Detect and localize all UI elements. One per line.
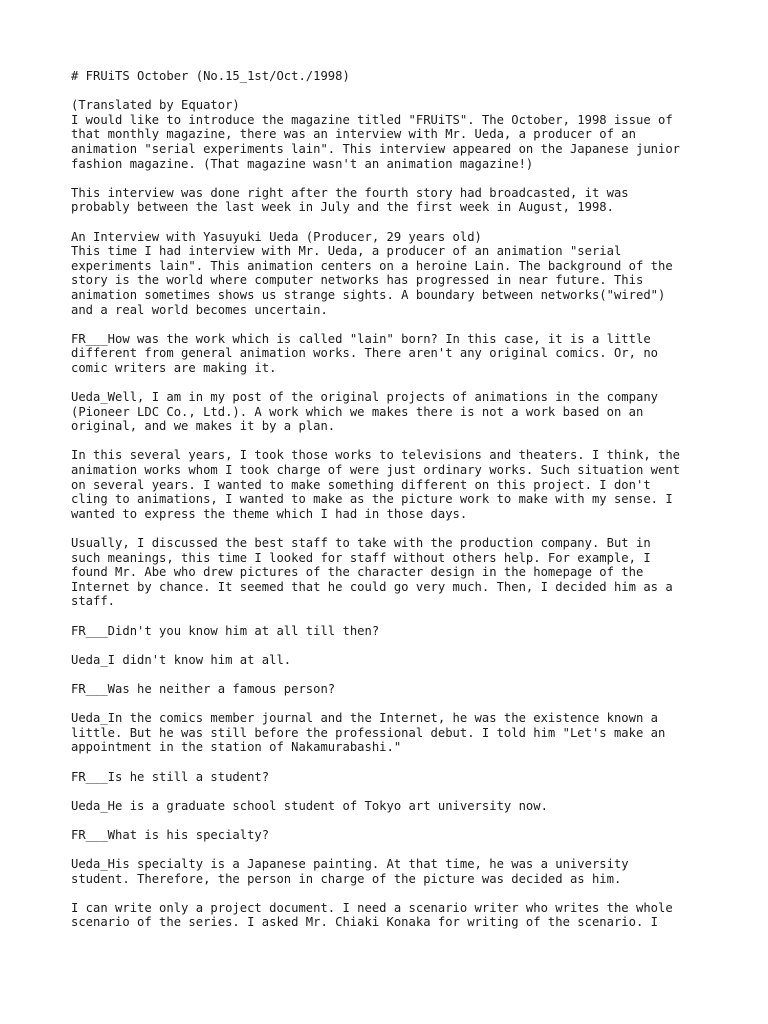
paragraph bbox=[71, 901, 711, 930]
text-line: wanted to express the theme which I had in those days. bbox=[71, 506, 468, 521]
text-line: animation "serial experiments lain". This interview appeared on the Japanese junior bbox=[71, 141, 681, 156]
paragraph bbox=[71, 332, 711, 376]
text-line: original, and we makes it by a plan. bbox=[71, 419, 336, 434]
text-line: experiments lain". This animation centers on a heroine Lain. The background of the bbox=[71, 258, 673, 273]
text-line: (Pioneer LDC Co., Ltd.). A work which we makes there is not a work based on an bbox=[71, 404, 644, 419]
paragraph bbox=[71, 230, 711, 318]
paragraph bbox=[71, 799, 711, 814]
paragraph bbox=[71, 682, 711, 697]
text-line: and a real world becomes uncertain. bbox=[71, 302, 328, 317]
text-line: # FRUiTS October (No.15_1st/Oct./1998) bbox=[71, 69, 350, 83]
text-line: staff. bbox=[71, 594, 116, 609]
text-line: cling to animations, I wanted to make as the picture work to make with my sense. I bbox=[71, 492, 673, 507]
text-line: found Mr. Abe who drew pictures of the character design in the homepage of the bbox=[71, 565, 644, 580]
text-line: story is the world where computer networks has progressed in near future. This bbox=[71, 273, 644, 288]
text-line: This interview was done right after the fourth story had broadcasted, it was bbox=[71, 185, 629, 200]
text-line: little. But he was still before the professional debut. I told him "Let's make an bbox=[71, 725, 666, 740]
text-line: (Translated by Equator) bbox=[71, 98, 240, 113]
text-line: comic writers are making it. bbox=[71, 360, 277, 375]
text-line: FR___Is he still a student? bbox=[71, 769, 270, 784]
text-line: scenario of the series. I asked Mr. Chiaki Konaka for writing of the scenario. I bbox=[71, 915, 658, 930]
text-line: animation works whom I took charge of were just ordinary works. Such situation went bbox=[71, 463, 681, 478]
text-line: FR___Was he neither a famous person? bbox=[71, 681, 336, 696]
paragraph bbox=[71, 448, 711, 521]
document-title bbox=[71, 69, 711, 84]
paragraph bbox=[71, 98, 711, 171]
text-line: student. Therefore, the person in charge of the picture was decided as him. bbox=[71, 871, 622, 886]
text-line: FR___Didn't you know him at all till then? bbox=[71, 623, 380, 638]
text-line: Ueda_His specialty is a Japanese painting. At that time, he was a university bbox=[71, 857, 629, 872]
text-line: FR___What is his specialty? bbox=[71, 827, 270, 842]
text-line: Usually, I discussed the best staff to take with the production company. But in bbox=[71, 536, 651, 550]
text-line: Ueda_He is a graduate school student of Tokyo art university now. bbox=[71, 798, 548, 813]
paragraph bbox=[71, 770, 711, 785]
text-line: appointment in the station of Nakamurabashi." bbox=[71, 740, 402, 755]
paragraph bbox=[71, 390, 711, 434]
text-line: This time I had interview with Mr. Ueda, a producer of an animation "serial bbox=[71, 244, 622, 259]
text-line: Ueda_Well, I am in my post of the original projects of animations in the company bbox=[71, 390, 658, 405]
paragraph bbox=[71, 624, 711, 639]
paragraph bbox=[71, 536, 711, 609]
text-line: that monthly magazine, there was an interview with Mr. Ueda, a producer of an bbox=[71, 127, 636, 142]
text-line: animation sometimes shows us strange sights. A boundary between networks("wired") bbox=[71, 287, 666, 302]
text-line: In this several years, I took those works to televisions and theaters. I think, the bbox=[71, 448, 681, 463]
text-line: on several years. I wanted to make something different on this project. I don't bbox=[71, 477, 651, 492]
text-line: I can write only a project document. I need a scenario writer who writes the whole bbox=[71, 900, 673, 915]
text-line: An Interview with Yasuyuki Ueda (Producer, 29 years old) bbox=[71, 229, 482, 244]
text-line: FR___How was the work which is called "lain" born? In this case, it is a little bbox=[71, 331, 651, 346]
text-line: probably between the last week in July and the first week in August, 1998. bbox=[71, 200, 614, 215]
text-line: Internet by chance. It seemed that he could go very much. Then, I decided him as a bbox=[71, 579, 673, 594]
paragraph bbox=[71, 857, 711, 886]
paragraph bbox=[71, 711, 711, 755]
text-line: Ueda_In the comics member journal and the Internet, he was the existence known a bbox=[71, 711, 658, 726]
text-line: fashion magazine. (That magazine wasn't an animation magazine!) bbox=[71, 156, 534, 171]
text-line: Ueda_I didn't know him at all. bbox=[71, 652, 292, 667]
paragraph bbox=[71, 828, 711, 843]
paragraph bbox=[71, 186, 711, 215]
document-body bbox=[71, 69, 711, 945]
text-line: different from general animation works. There aren't any original comics. Or, no bbox=[71, 346, 658, 361]
text-line: such meanings, this time I looked for staff without others help. For example, I bbox=[71, 550, 651, 565]
paragraph bbox=[71, 653, 711, 668]
text-line: I would like to introduce the magazine titled "FRUiTS". The October, 1998 issue of bbox=[71, 112, 673, 127]
